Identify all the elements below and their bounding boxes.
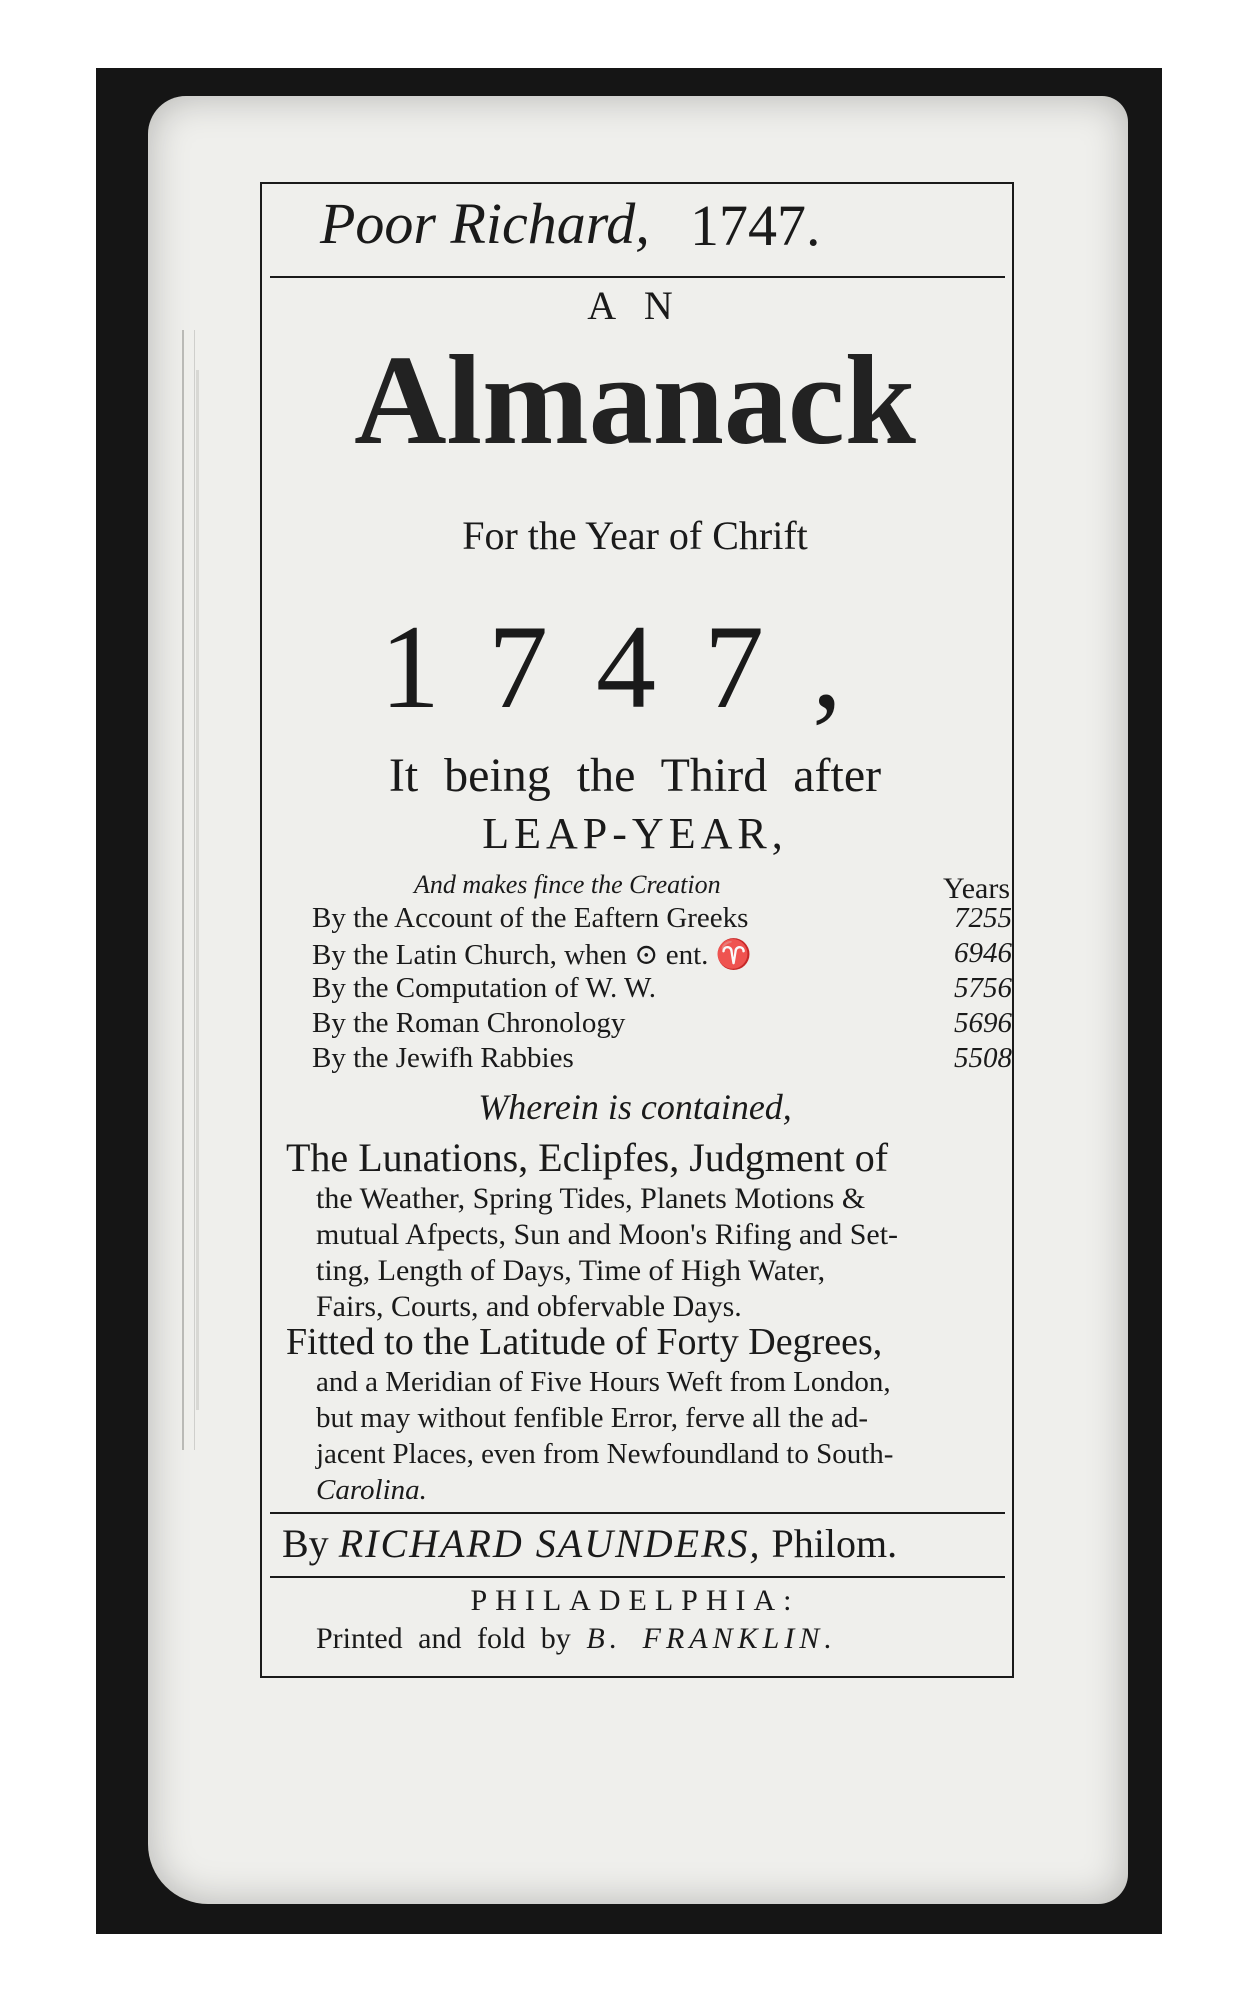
leap-year-line: LEAP-YEAR, xyxy=(482,809,788,858)
fitted-line: Carolina. xyxy=(316,1474,427,1506)
fitted-line: Fitted to the Latitude of Forty Degrees, xyxy=(286,1321,883,1363)
contents-line: the Weather, Spring Tides, Planets Motions & xyxy=(316,1182,866,1215)
author-line xyxy=(282,1520,897,1567)
creation-row-years: 7255 xyxy=(954,902,1012,934)
contents-line: ting, Length of Days, Time of High Water, xyxy=(316,1254,826,1287)
creation-row-label: By the Roman Chronology xyxy=(312,1007,626,1039)
author-rule-bottom xyxy=(270,1576,1005,1578)
fitted-line: jacent Places, even from Newfoundland to South- xyxy=(316,1438,894,1470)
author-suffix: Philom. xyxy=(771,1521,898,1566)
imprint-printed: Printed and fold by xyxy=(316,1622,571,1655)
creation-row-years: 5696 xyxy=(954,1007,1012,1039)
creation-row xyxy=(312,972,1012,1005)
for-year-line: For the Year of Chrift xyxy=(462,513,808,558)
contents-line: The Lunations, Eclipfes, Judgment of xyxy=(286,1135,889,1180)
author-rule-top xyxy=(270,1512,1005,1514)
creation-row-label: By the Latin Church, when ⊙ ent. ♈ xyxy=(312,939,752,971)
binding-spine xyxy=(182,330,195,1450)
binding-crease xyxy=(196,370,199,1410)
title-year: 1747. xyxy=(690,193,821,258)
creation-heading: And makes fince the Creation xyxy=(414,870,721,899)
third-after-line: It being the Third after xyxy=(388,749,882,802)
wherein-line: Wherein is contained, xyxy=(478,1087,792,1127)
creation-row-years: 6946 xyxy=(954,937,1012,969)
almanack-heading: Almanack xyxy=(354,329,916,471)
title-poor-richard: Poor Richard, xyxy=(320,191,650,256)
big-year: 1747, xyxy=(380,600,890,733)
author-name: RICHARD SAUNDERS, xyxy=(338,1521,762,1566)
creation-row xyxy=(312,1007,1012,1040)
fitted-line: but may without fenfible Error, ferve all the ad- xyxy=(316,1402,869,1434)
creation-row xyxy=(312,902,1012,935)
header-rule xyxy=(270,276,1005,278)
creation-row-label: By the Account of the Eaftern Greeks xyxy=(312,902,749,934)
creation-row xyxy=(312,1042,1012,1075)
imprint-city: PHILADELPHIA: xyxy=(470,1584,800,1617)
creation-row-years: 5756 xyxy=(954,972,1012,1004)
years-column-label: Years xyxy=(943,872,1010,905)
imprint-printer: B. FRANKLIN. xyxy=(586,1622,837,1655)
creation-row-years: 5508 xyxy=(954,1042,1012,1074)
imprint-printed-line xyxy=(316,1622,837,1656)
contents-line: Fairs, Courts, and obfervable Days. xyxy=(316,1290,742,1323)
creation-row-label: By the Jewifh Rabbies xyxy=(312,1042,574,1074)
creation-row-label: By the Computation of W. W. xyxy=(312,972,656,1004)
author-by: By xyxy=(282,1521,329,1566)
fitted-line: and a Meridian of Five Hours Weft from London, xyxy=(316,1366,891,1398)
creation-row xyxy=(312,937,1012,972)
an-heading: A N xyxy=(587,283,683,328)
contents-line: mutual Afpects, Sun and Moon's Rifing and Set- xyxy=(316,1218,899,1251)
